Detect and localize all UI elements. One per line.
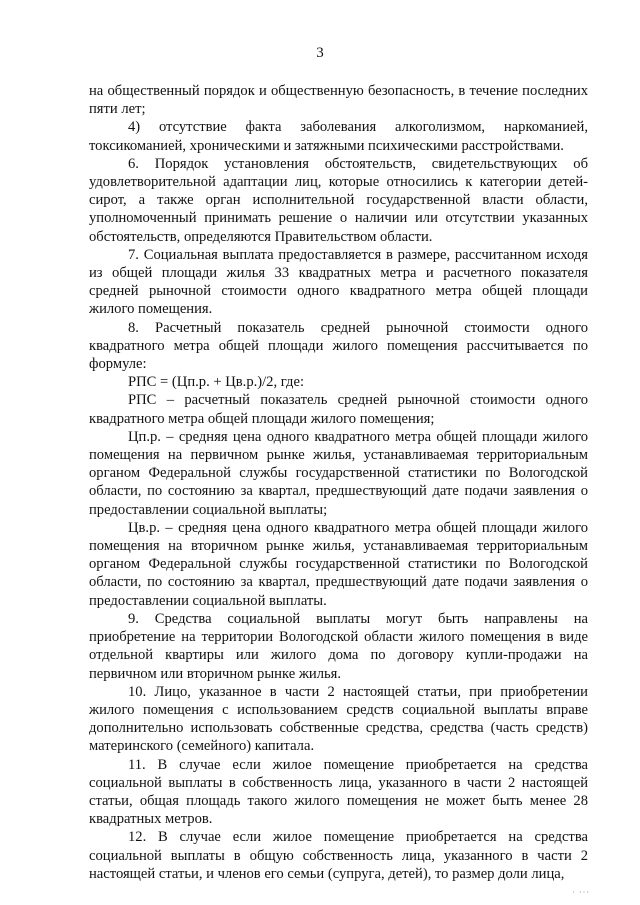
paragraph: РПС = (Цп.р. + Цв.р.)/2, где: <box>128 374 304 391</box>
paragraph: 8. Расчетный показатель средней рыночной стоимости одного квадратного метра общей площади жилого помещения рассчитывается по формуле: <box>89 319 588 373</box>
scan-corner-mark: · ··· <box>572 888 590 897</box>
document-text-body <box>89 82 588 883</box>
paragraph: 9. Средства социальной выплаты могут быть направлены на приобретение на территории Вологодской области жилого помещения в виде отдельной квартиры или жилого дома по договору купли-продажи на первичном или вторичном рынке жилья. <box>89 610 588 682</box>
paragraph: 6. Порядок установления обстоятельств, свидетельствующих об удовлетворительной адаптации лиц, которые относились к категории детей-сирот, а также орган исполнительной государственной власти области, уполномоченный принимать решение о наличии или отсутствии указанных обстоятельств, определяются Правительством области. <box>89 155 588 245</box>
paragraph: РПС – расчетный показатель средней рыночной стоимости одного квадратного метра общей площади жилого помещения; <box>89 392 588 427</box>
page-number: 3 <box>316 45 324 61</box>
paragraph: на общественный порядок и общественную безопасность, в течение последних пяти лет; <box>89 83 588 118</box>
paragraph: 11. В случае если жилое помещение приобретается на средства социальной выплаты в собственность лица, указанного в части 2 настоящей статьи, общая площадь такого жилого помещения не может быть менее 28 квадратных метров. <box>89 756 588 828</box>
paragraph: Цп.р. – средняя цена одного квадратного метра общей площади жилого помещения на первичном рынке жилья, устанавливаемая территориальным органом Федеральной службы государственной статистики по Вологодской области, по состоянию за квартал, предшествующий дате подачи заявления о предоставлении социальной выплаты; <box>89 428 588 518</box>
paragraph: 7. Социальная выплата предоставляется в размере, рассчитанном исходя из общей площади жилья 33 квадратных метра и расчетного показателя средней рыночной стоимости одного квадратного метра общей площади жилого помещения. <box>89 246 588 318</box>
paragraph: 12. В случае если жилое помещение приобретается на средства социальной выплаты в общую собственность лица, указанного в части 2 настоящей статьи, и членов его семьи (супруга, детей), то размер доли лица, <box>89 829 588 882</box>
paragraph: 10. Лицо, указанное в части 2 настоящей статьи, при приобретении жилого помещения с использованием средств социальной выплаты вправе дополнительно использовать собственные средства, средства (часть средств) материнского (семейного) капитала. <box>89 683 588 755</box>
paragraph: Цв.р. – средняя цена одного квадратного метра общей площади жилого помещения на вторичном рынке жилья, устанавливаемая территориальным органом Федеральной службы государственной статистики по Вологодской области, по состоянию за квартал, предшествующий дате подачи заявления о предоставлении социальной выплаты. <box>89 519 588 609</box>
paragraph: 4) отсутствие факта заболевания алкоголизмом, наркоманией, токсикоманией, хроническими и затяжными психическими расстройствами. <box>89 119 588 154</box>
